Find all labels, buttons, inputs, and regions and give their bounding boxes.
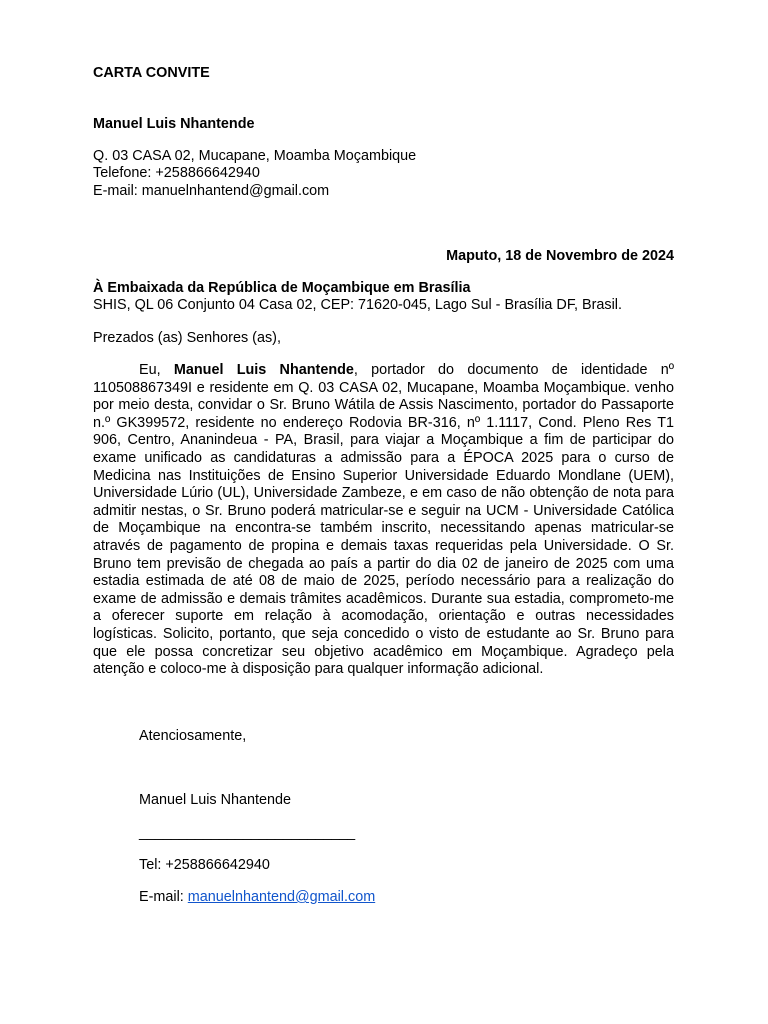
closing-farewell: Atenciosamente,: [139, 728, 247, 744]
closing-email: [139, 889, 375, 907]
sender-email: E-mail: manuelnhantend@gmail.com: [93, 183, 330, 199]
body-bold-name: Manuel Luis Nhantende: [173, 362, 354, 378]
sender-name: Manuel Luis Nhantende: [93, 116, 255, 132]
letter-title: CARTA CONVITE: [93, 65, 210, 81]
sender-phone: Telefone: +258866642940: [93, 165, 260, 181]
salutation: Prezados (as) Senhores (as),: [93, 330, 281, 346]
letter-date: Maputo, 18 de Novembro de 2024: [446, 248, 674, 264]
sender-address: Q. 03 CASA 02, Mucapane, Moamba Moçambique: [93, 148, 417, 164]
closing-name: Manuel Luis Nhantende: [139, 792, 292, 808]
closing-tel: Tel: +258866642940: [139, 857, 270, 873]
closing-email-label: E-mail:: [139, 889, 188, 905]
recipient-address: SHIS, QL 06 Conjunto 04 Casa 02, CEP: 71620-045, Lago Sul - Brasília DF, Brasil.: [93, 297, 623, 313]
letter-body: [93, 362, 674, 679]
body-prefix: Eu,: [139, 362, 174, 378]
email-link[interactable]: manuelnhantend@gmail.com: [187, 889, 376, 905]
body-text: , portador do documento de identidade nº 110508867349I e residente em Q. 03 CASA 02, Mucapane, Moamba Moçambique. venho por meio desta, convidar o Sr. Bruno Wátila de Assis Nascimento, portador do Passaporte n.º GK399572, residente no endereço Rodovia BR-316, nº 1.1117, Cond. Pleno Res T1 906, Centro, Ananindeua - PA, Brasil, para viajar a Moçambique a fim de participar do exame unificado as candidaturas a admissão para a ÉPOCA 2025 para o curso de Medicina nas Instituições de Ensino Superior Universidade Eduardo Mondlane (UEM), Universidade Lúrio (UL), Universidade Zambeze, e em caso de não obtenção de nota para admitir nestas, o Sr. Bruno poderá matricular-se e seguir na UCM - Universidade Católica de Moçambique na encontra-se também inscrito, necessitando apenas matricular-se através de pagamento de propina e demais taxas requeridas pela Universidade. O Sr. Bruno tem previsão de chegada ao país a partir do dia 02 de janeiro de 2025 com uma estadia estimada de até 08 de maio de 2025, período necessário para a realização do exame de admissão e demais trâmites acadêmicos. Durante sua estadia, comprometo-me a oferecer suporte em relação à acomodação, orientação e outras necessidades logísticas. Solicito, portanto, que seja concedido o visto de estudante ao Sr. Bruno para que ele possa concretizar seu objetivo acadêmico em Moçambique. Agradeço pela atenção e coloco-me à disposição para qualquer informação adicional.: [93, 362, 674, 678]
signature-line: ___________________________: [139, 825, 356, 841]
recipient-name: À Embaixada da República de Moçambique em Brasília: [93, 280, 471, 296]
